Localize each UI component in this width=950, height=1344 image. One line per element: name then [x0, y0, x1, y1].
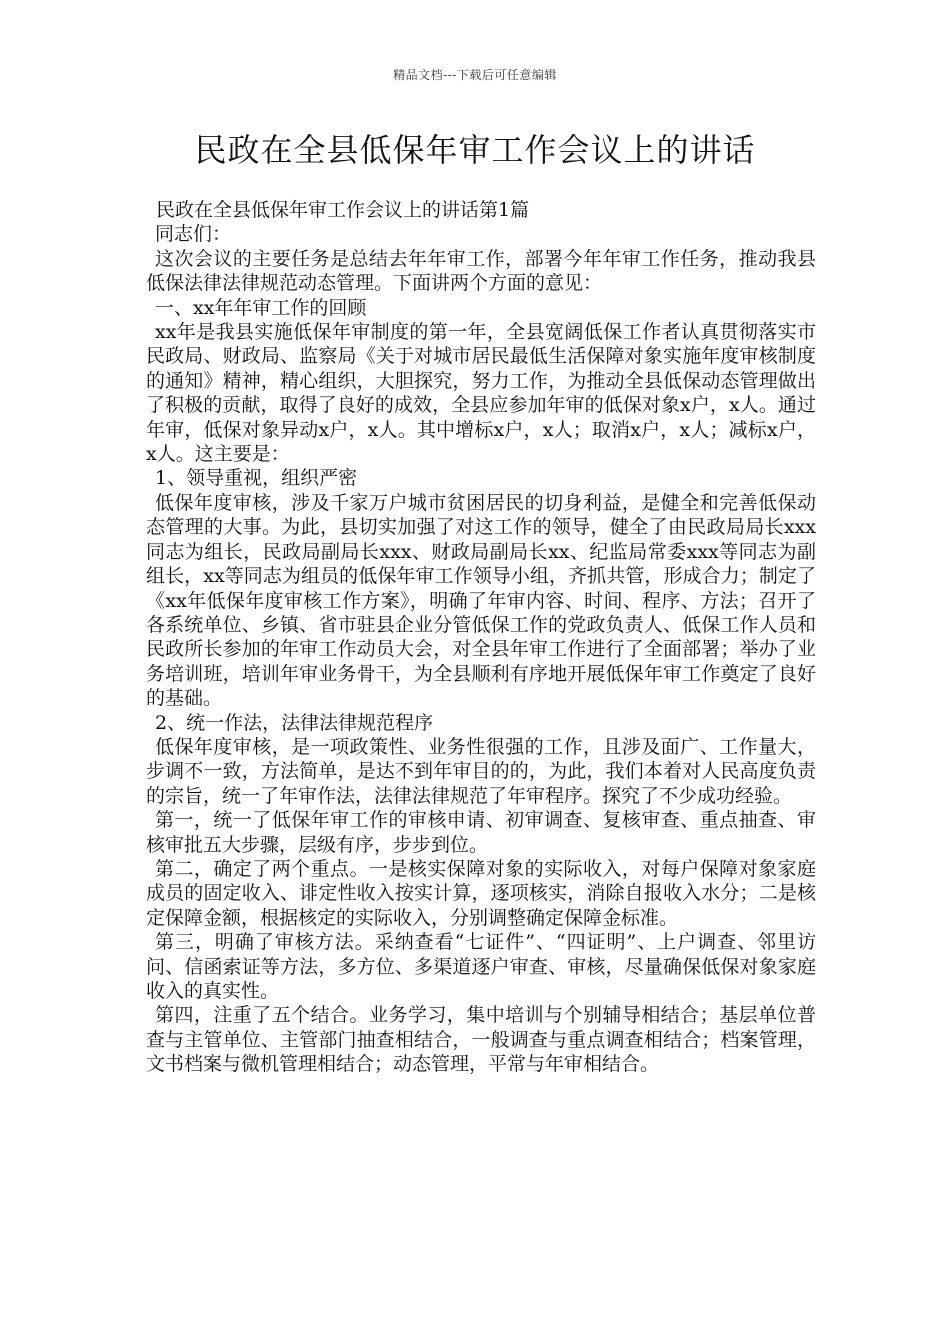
paragraph: 第二，确定了两个重点。一是核实保障对象的实际收入，对每户保障对象家庭成员的固定收入、诽定性收入按实计算，逐项核实，消除自报收入水分；二是核定保障金额，根据核定的实际收入，分别调整确定保障金标准。 [146, 857, 816, 929]
document-body [146, 198, 816, 1077]
paragraph: 第四，注重了五个结合。业务学习，集中培训与个别辅导相结合；基层单位普查与主管单位、主管部门抽查相结合，一般调查与重点调查相结合；档案管理，文书档案与微机管理相结合；动态管理，平常与年审相结合。 [146, 1004, 816, 1076]
paragraph: 低保年度审核，涉及千家万户城市贫困居民的切身利益，是健全和完善低保动态管理的大事。为此，县切实加强了对这工作的领导，健全了由民政局局长xxx同志为组长，民政局副局长xxx、财政局副局长xx、纪监局常委xxx等同志为副组长，xx等同志为组员的低保年审工作领导小组，齐抓共管，形成合力；制定了《xx年低保年度审核工作方案》，明确了年审内容、时间、程序、方法；召开了各系统单位、乡镇、省市驻县企业分管低保工作的党政负责人、低保工作人员和民政所长参加的年审工作动员大会，对全县年审工作进行了全面部署；举办了业务培训班，培训年审业务骨干，为全县顺利有序地开展低保年审工作奠定了良好的基础。 [146, 491, 816, 710]
paragraph: 第三，明确了审核方法。采纳查看“七证件”、“四证明”、上户调查、邻里访问、信函索证等方法，多方位、多渠道逐户审查、审核，尽量确保低保对象家庭收入的真实性。 [146, 931, 816, 1002]
paragraph: 低保年度审核，是一项政策性、业务性很强的工作，且涉及面广、工作量大，步调不一致，方法简单，是达不到年审目的的，为此，我们本着对人民高度负责的宗旨，统一了年审作法，法律法律规范了年审程序。探究了不少成功经验。 [146, 735, 816, 807]
subsection-heading: 1、领导重视，组织严密 [155, 467, 358, 490]
paragraph: 第一，统一了低保年审工作的审核申请、初审调查、复核审查、重点抽查、审核审批五大步骤，层级有序，步步到位。 [146, 809, 816, 856]
section-heading: 一、xx年年审工作的回顾 [155, 296, 367, 319]
section-subtitle: 民政在全县低保年审工作会议上的讲话第1篇 [156, 199, 530, 221]
paragraph: 这次会议的主要任务是总结去年年审工作，部署今年年审工作任务，推动我县低保法律法律规范动态管理。下面讲两个方面的意见： [146, 247, 816, 295]
subsection-heading: 2、统一作法，法律法律规范程序 [155, 711, 434, 734]
paragraph: xx年是我县实施低保年审制度的第一年，全县宽阔低保工作者认真贯彻落实市民政局、财政局、监察局《关于对城市居民最低生活保障对象实施年度审核制度的通知》精神，精心组织，大胆探究，努力工作，为推动全县低保动态管理做出了积极的贡献，取得了良好的成效，全县应参加年审的低保对象x户，x人。通过年审，低保对象异动x户，x人。其中增标x户，x人；取消x户，x人；减标x户，x人。这主要是： [146, 321, 816, 466]
salutation: 同志们： [155, 223, 232, 246]
header-note: 精品文档---下载后可任意编辑 [393, 68, 557, 82]
document-title: 民政在全县低保年审工作会议上的讲话 [194, 131, 756, 169]
